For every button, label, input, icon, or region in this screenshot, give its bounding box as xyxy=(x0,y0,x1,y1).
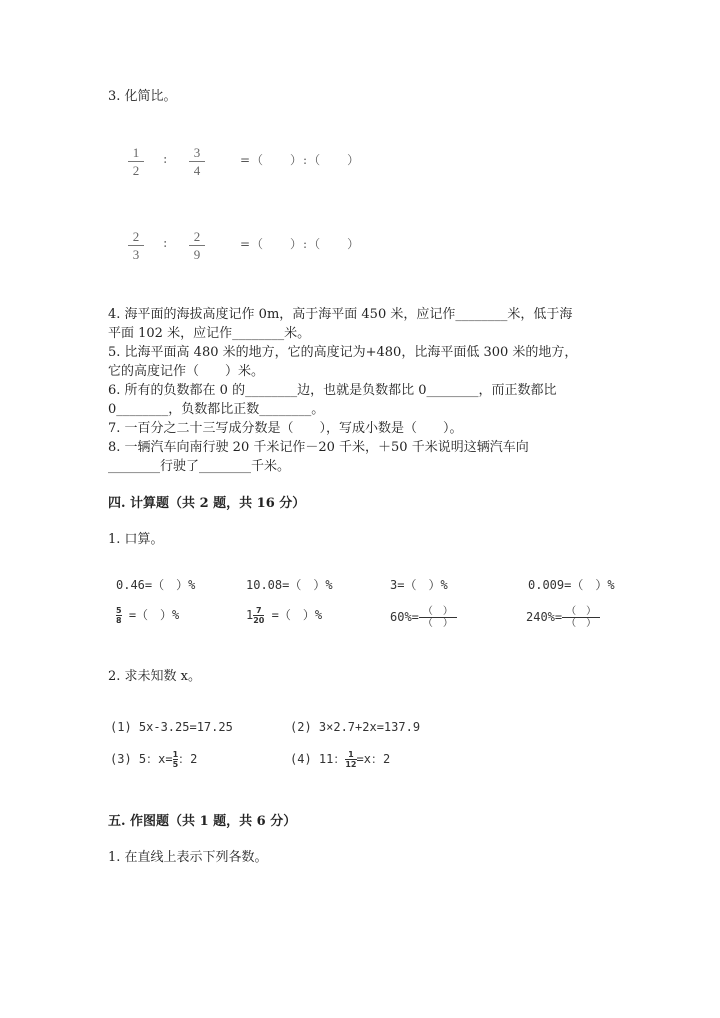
q3-r1-frac-a xyxy=(128,145,144,178)
denominator: 12 xyxy=(345,760,357,769)
calc-title: 1. 口算。 xyxy=(108,532,164,547)
numerator: 1 xyxy=(348,750,354,759)
denominator: 20 xyxy=(253,616,265,625)
whole-part: 1 xyxy=(246,608,254,622)
denominator-blank: （ ） xyxy=(566,618,597,629)
section4-heading: 四. 计算题（共 2 题，共 16 分） xyxy=(108,496,306,511)
numerator-blank: （ ） xyxy=(566,606,597,617)
numerator: 2 xyxy=(132,229,140,244)
numerator: 1 xyxy=(172,750,179,759)
q3-r1-answer[interactable]: =（ ）:（ ） xyxy=(240,153,361,167)
q3-r2-answer[interactable]: =（ ）:（ ） xyxy=(240,237,361,251)
answer-fraction[interactable] xyxy=(419,606,457,629)
expression-tail: ：2 xyxy=(178,752,198,766)
answer-fraction[interactable] xyxy=(562,606,600,629)
q3-r1-frac-b xyxy=(189,145,205,178)
calc-r2c2 xyxy=(246,606,322,625)
denominator: 2 xyxy=(132,163,140,178)
q5-line1: 5. 比海平面高 480 米的地方，它的高度记为+480，比海平面低 300 米的地方， xyxy=(108,345,578,360)
denominator: 3 xyxy=(132,247,140,262)
calc-r1c4: 0.009=（ ）% xyxy=(528,578,615,592)
q7-line1: 7. 一百分之二十三写成分数是（ ），写成小数是（ ）。 xyxy=(108,421,463,436)
denominator: 9 xyxy=(193,247,201,262)
fraction xyxy=(345,750,356,769)
q4-line1: 4. 海平面的海拔高度记作 0m，高于海平面 450 米，应记作________米，低于海 xyxy=(108,307,573,322)
numerator: 2 xyxy=(193,229,201,244)
numerator: 1 xyxy=(132,145,140,160)
q3-r1-colon: : xyxy=(163,152,168,167)
q6-line2: 0________，负数都比正数________。 xyxy=(108,402,325,417)
denominator: 5 xyxy=(172,760,179,769)
equation-2: (2) 3×2.7+2x=137.9 xyxy=(290,720,421,734)
numerator: 3 xyxy=(193,145,201,160)
expression: (4) 11： xyxy=(290,752,346,766)
calc-r1c2: 10.08=（ ）% xyxy=(246,578,333,592)
q4-line2: 平面 102 米，应记作________米。 xyxy=(108,326,311,341)
q3-r2-frac-b xyxy=(189,229,205,262)
q3-r2-frac-a xyxy=(128,229,144,262)
q3-title: 3. 化简比。 xyxy=(108,89,177,104)
denominator: 4 xyxy=(193,163,201,178)
draw-title: 1. 在直线上表示下列各数。 xyxy=(108,850,268,865)
expression-tail: =x：2 xyxy=(356,752,391,766)
denominator: 8 xyxy=(116,616,122,625)
fraction xyxy=(116,606,122,625)
expression: 240%= xyxy=(526,610,563,624)
numerator: 5 xyxy=(116,606,122,615)
equation-3 xyxy=(110,750,197,769)
calc-r2c3 xyxy=(390,606,457,629)
section5-heading: 五. 作图题（共 1 题，共 6 分） xyxy=(108,814,297,829)
q3-r2-colon: : xyxy=(163,236,168,251)
q8-line1: 8. 一辆汽车向南行驶 20 千米记作－20 千米，＋50 千米说明这辆汽车向 xyxy=(108,440,529,455)
fraction xyxy=(253,606,264,625)
answer-blank[interactable]: =（ ）% xyxy=(128,608,180,622)
solve-title: 2. 求未知数 x。 xyxy=(108,669,201,684)
q8-line2: ________行驶了________千米。 xyxy=(108,459,291,474)
calc-r1c3: 3=（ ）% xyxy=(390,578,448,592)
q6-line1: 6. 所有的负数都在 0 的________边，也就是负数都比 0________，而正数都比 xyxy=(108,383,557,398)
expression: (3) 5：x= xyxy=(110,752,173,766)
numerator: 7 xyxy=(256,606,262,615)
calc-r2c4 xyxy=(526,606,600,629)
calc-r2c1 xyxy=(116,606,179,625)
denominator-blank: （ ） xyxy=(422,618,453,629)
q5-line2: 它的高度记作（ ）米。 xyxy=(108,364,265,379)
answer-blank[interactable]: =（ ）% xyxy=(271,608,323,622)
numerator-blank: （ ） xyxy=(422,606,453,617)
equation-4 xyxy=(290,750,390,769)
equation-1: (1) 5x-3.25=17.25 xyxy=(110,720,233,734)
expression: 60%= xyxy=(390,610,419,624)
calc-r1c1: 0.46=（ ）% xyxy=(116,578,196,592)
